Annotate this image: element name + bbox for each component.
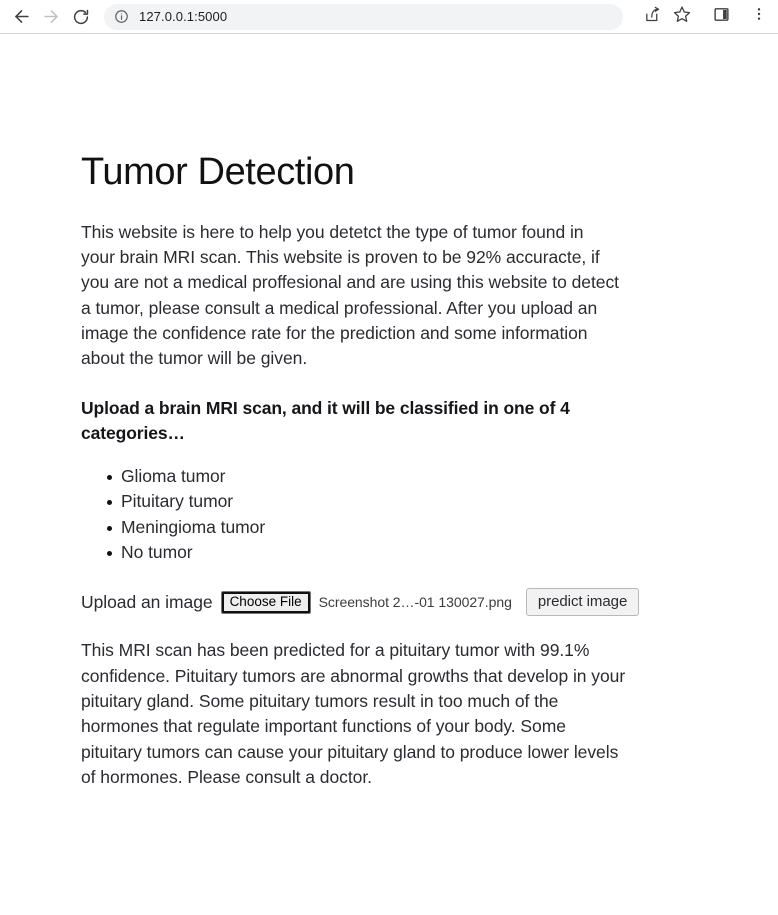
- file-input[interactable]: [221, 591, 512, 614]
- upload-label: Upload an image: [81, 591, 213, 612]
- choose-file-button[interactable]: Choose File: [221, 591, 311, 614]
- reload-icon: [72, 8, 90, 26]
- info-circle-icon[interactable]: [113, 8, 130, 25]
- address-bar[interactable]: [104, 4, 623, 30]
- address-bar-url[interactable]: 127.0.0.1:5000: [139, 9, 228, 24]
- reload-button[interactable]: [66, 3, 96, 31]
- list-item: Glioma tumor: [121, 464, 701, 489]
- forward-button: [36, 3, 66, 31]
- forward-arrow-icon: [42, 7, 61, 26]
- back-button[interactable]: [6, 3, 36, 31]
- page-body: [0, 34, 778, 915]
- upload-instruction: Upload a brain MRI scan, and it will be classified in one of 4 categories…: [81, 397, 570, 443]
- selected-file-name: Screenshot 2…-01 130027.png: [318, 594, 512, 611]
- browser-menu-button[interactable]: [748, 3, 770, 31]
- back-arrow-icon: [12, 7, 31, 26]
- category-list: [81, 464, 701, 565]
- star-icon: [673, 5, 691, 28]
- side-panel-button[interactable]: [707, 3, 735, 31]
- intro-paragraph: This website is here to help you detetct the type of tumor found in your brain MRI scan. This website is proven to be 92% accuracte, if you are not a medical proffesional and are using this website to detect a tumor, please consult a medical professional. After you upload an image the confidence rate for the prediction and some information about the tumor will be given.: [81, 221, 619, 369]
- browser-toolbar: [0, 0, 778, 34]
- side-panel-icon: [713, 6, 730, 28]
- bookmark-button[interactable]: [668, 3, 696, 31]
- page-title: Tumor Detection: [81, 151, 355, 193]
- three-dot-menu-icon: [751, 6, 767, 27]
- predict-image-button[interactable]: predict image: [526, 588, 639, 616]
- share-button[interactable]: [638, 3, 666, 31]
- content-container: [81, 152, 701, 790]
- list-item: Pituitary tumor: [121, 489, 701, 514]
- prediction-result-paragraph: This MRI scan has been predicted for a pituitary tumor with 99.1% confidence. Pituitary tumors are abnormal growths that develop in your pituitary gland. Some pituitary tumors result in too much of the hormones that regulate important functions of your body. Some pituitary tumors can cause your pituitary gland to produce lower levels of hormones. Please consult a doctor.: [81, 640, 626, 787]
- list-item: Meningioma tumor: [121, 515, 701, 540]
- share-icon: [644, 6, 661, 28]
- upload-row: [81, 587, 701, 617]
- list-item: No tumor: [121, 540, 701, 565]
